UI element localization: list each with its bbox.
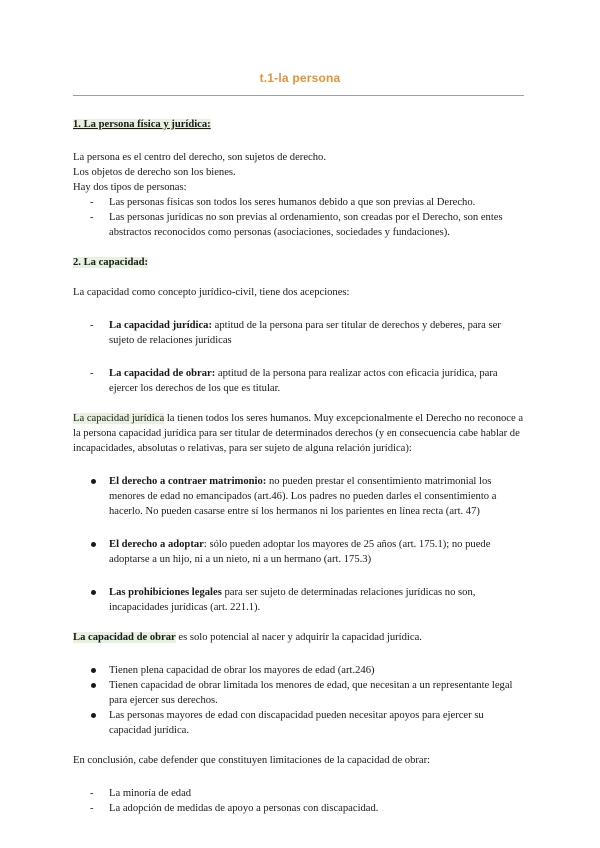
section1-heading bbox=[73, 117, 528, 132]
capacidad-obrar-paragraph: La capacidad de obrar es solo potencial al nacer y adquirir la capacidad jurídica. bbox=[73, 632, 422, 643]
list-item: - Las personas físicas son todos los seres humanos debido a que son previas al Derecho. bbox=[90, 197, 476, 208]
limitaciones-list bbox=[73, 786, 528, 816]
title-divider bbox=[73, 95, 524, 96]
section2-heading bbox=[73, 255, 528, 270]
acepciones-list bbox=[73, 318, 528, 348]
section1-heading-text: 1. La persona física y jurídica: bbox=[73, 119, 211, 130]
persona-types-list bbox=[73, 195, 528, 240]
document-body bbox=[73, 117, 528, 816]
list-item: El derecho a adoptar: sólo pueden adoptar los mayores de 25 años (art. 175.1); no puede adoptarse a un hijo, ni a un nieto, ni a un hermano (art. 175.3) bbox=[73, 537, 528, 567]
bullet-icon bbox=[91, 683, 96, 688]
list-item: Las personas mayores de edad con discapacidad pueden necesitar apoyos para ejercer su capacidad jurídica. bbox=[73, 708, 528, 738]
section2-intro: La capacidad como concepto jurídico-civil, tiene dos acepciones: bbox=[73, 287, 350, 298]
section1-line-2: Los objetos de derecho son los bienes. bbox=[73, 167, 236, 178]
dash-icon: - bbox=[90, 803, 94, 814]
list-item: - La capacidad de obrar: aptitud de la persona para realizar actos con eficacia jurídica, para ejercer los derechos de los que es titular. bbox=[90, 368, 498, 394]
capacidad-juridica-paragraph: La capacidad jurídica la tienen todos los seres humanos. Muy excepcionalmente el Derecho no reconoce a la persona capacidad jurídica para ser titular de determinados derechos (y en consecuencia cabe hablar de incapacidades, absolutas o relativas, para ser sujeto de alguna relación jurídica): bbox=[73, 413, 524, 454]
dash-icon: - bbox=[90, 320, 94, 331]
obrar-list bbox=[73, 663, 528, 738]
dash-icon: - bbox=[90, 197, 94, 208]
list-item: Tienen plena capacidad de obrar los mayores de edad (art.246) bbox=[73, 663, 528, 678]
list-item: El derecho a contraer matrimonio: no pueden prestar el consentimiento matrimonial los menores de edad no emancipados (art.46). Los padres no pueden darles el consentimiento a hacerlo. No pueden casarse entre sí los hermanos ni los parientes en línea recta (art. 47) bbox=[73, 474, 528, 519]
dash-icon: - bbox=[90, 788, 94, 799]
section1-line-1: La persona es el centro del derecho, son sujetos de derecho. bbox=[73, 152, 326, 163]
dash-icon: - bbox=[90, 212, 94, 223]
bullet-icon bbox=[91, 713, 96, 718]
bullet-icon bbox=[91, 542, 96, 547]
list-item: - La capacidad jurídica: aptitud de la persona para ser titular de derechos y deberes, para ser sujeto de relaciones jurídicas bbox=[90, 320, 501, 346]
section2-heading-text: 2. La capacidad: bbox=[73, 257, 149, 268]
list-item: - Las personas jurídicas no son previas al ordenamiento, son creadas por el Derecho, son entes abstractos reconocidos como personas (asociaciones, sociedades y fundaciones). bbox=[90, 212, 503, 238]
section1-line-3: Hay dos tipos de personas: bbox=[73, 182, 187, 193]
bullet-icon bbox=[91, 668, 96, 673]
dash-icon: - bbox=[90, 368, 94, 379]
list-item: - La minoría de edad bbox=[90, 788, 192, 799]
bullet-icon bbox=[91, 590, 96, 595]
conclusion-paragraph: En conclusión, cabe defender que constituyen limitaciones de la capacidad de obrar: bbox=[73, 755, 431, 766]
incapacidades-list bbox=[73, 474, 528, 519]
bullet-icon bbox=[91, 479, 96, 484]
list-item: Las prohibiciones legales para ser sujeto de determinadas relaciones jurídicas no son, incapacidades jurídicas (art. 221.1). bbox=[73, 585, 528, 615]
list-item: Tienen capacidad de obrar limitada los menores de edad, que necesitan a un representante legal para ejercer sus derechos. bbox=[73, 678, 528, 708]
document-title: t.1-la persona bbox=[259, 71, 341, 85]
list-item: - La adopción de medidas de apoyo a personas con discapacidad. bbox=[90, 803, 379, 814]
